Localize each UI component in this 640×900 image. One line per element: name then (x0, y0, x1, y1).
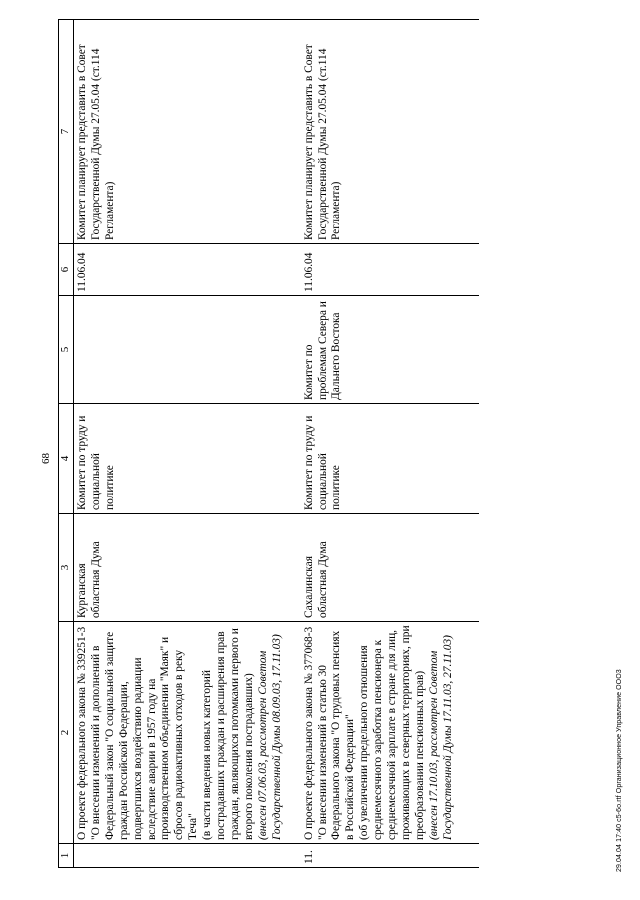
co-executor-committee: Комитет по проблемам Севера и Дальнего Востока (301, 296, 479, 404)
table-row (74, 20, 301, 868)
bill-title: О проекте федерального закона № 377068-3 "О внесении изменений в статью 30 Федерального закона "О трудовых пенсиях в Российской Федерации" (302, 626, 357, 840)
bills-table (58, 19, 479, 868)
column-number-7: 7 (59, 20, 74, 244)
column-number-3: 3 (59, 514, 74, 622)
responsible-committee: Комитет по труду и социальной политике (301, 404, 479, 514)
responsible-committee: Комитет по труду и социальной политике (74, 404, 301, 514)
deadline-date: 11.06.04 (74, 244, 301, 296)
bill-detail: (об увеличении предельного отношения среднемесячного заработка пенсионера к среднемесячной зарплате в стране для лиц, проживающих в северных территориях, при преобразовании пенсионных прав) (358, 625, 426, 840)
bill-detail: (в части введения новых категорий пострадавших граждан и расширения прав граждан, являющихся потомками первого и второго поколения пострадавших) (201, 628, 255, 840)
column-number-2: 2 (59, 622, 74, 844)
print-footer: 29.04.04 17:40 c5-6o.rtf Организационное Управление ООО3 (616, 669, 623, 872)
column-number-6: 6 (59, 244, 74, 296)
row-number: 11. (301, 844, 479, 868)
column-number-row (59, 20, 74, 868)
bill-description (74, 622, 301, 844)
bill-history: (внесен 07.06.03, рассмотрен Советом Государственной Думы 08.09.03, 17.11.03) (256, 634, 283, 840)
deadline-date: 11.06.04 (301, 244, 479, 296)
bill-history: (внесен 17.10.03, рассмотрен Советом Государственной Думы 17.11.03, 27.11.03) (427, 635, 454, 840)
bill-status: Комитет планирует представить в Совет Государственной Думы 27.05.04 (ст.114 Регламента) (301, 20, 479, 244)
row-number (74, 844, 301, 868)
page-number: 68 (40, 453, 52, 464)
bill-status: Комитет планирует представить в Совет Государственной Думы 27.05.04 (ст.114 Регламента) (74, 20, 301, 244)
bill-title: О проекте федерального закона № 339251-3 "О внесении изменений и дополнений в Федеральный закон "О социальной защите граждан Российской Федерации, подвергшихся воздействию радиации вследствие аварии в 1957 году на производственном объединении "Маяк" и сбросов радиоактивных отходов в реку Теча" (76, 626, 200, 840)
bill-initiator: Курганская областная Дума (74, 514, 301, 622)
bill-initiator: Сахалинская областная Дума (301, 514, 479, 622)
column-number-1: 1 (59, 844, 74, 868)
column-number-5: 5 (59, 296, 74, 404)
bill-description (301, 622, 479, 844)
co-executor-committee (74, 296, 301, 404)
column-number-4: 4 (59, 404, 74, 514)
table-row (301, 20, 479, 868)
